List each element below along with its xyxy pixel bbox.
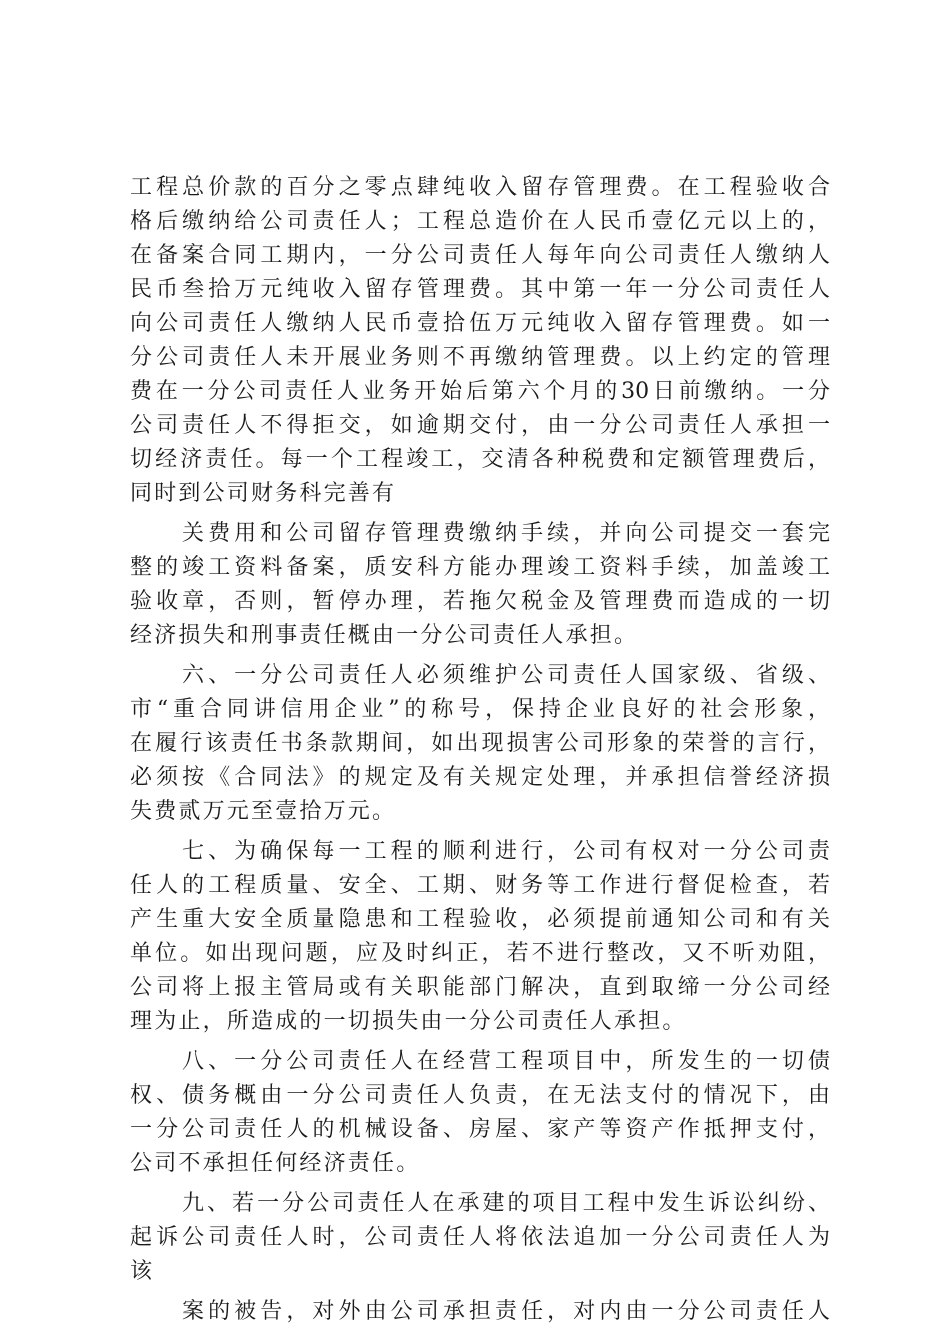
text-line: 产生重大安全质量隐患和工程验收，必须提前通知公司和有关 [130,907,830,932]
text-line: 八、一分公司责任人在经营工程项目中，所发生的一切债 [182,1049,830,1074]
paragraph [130,1045,830,1181]
text-line: 工程总价款的百分之零点肆纯收入留存管理费。在工程验收合 [130,175,830,200]
document-body [130,171,830,1329]
paragraph [130,1295,830,1329]
text-line: 九、若一分公司责任人在承建的项目工程中发生诉讼纠纷、 [182,1191,830,1216]
paragraph [130,835,830,1039]
text-line: 经济损失和刑事责任概由一分公司责任人承担。 [130,623,639,648]
paragraph [130,171,830,511]
text-line: 必须按《合同法》的规定及有关规定处理，并承担信誉经济损 [130,765,830,790]
text-line: 费在一分公司责任人业务开始后第六个月的30日前缴纳。一分 [130,379,830,404]
paragraph [130,517,830,653]
text-line: 验收章，否则，暂停办理，若拖欠税金及管理费而造成的一切 [130,589,830,614]
paragraph [130,659,830,829]
text-line: 该 [130,1259,155,1284]
text-line: 同时到公司财务科完善有 [130,481,397,506]
text-line: 起诉公司责任人时，公司责任人将依法追加一分公司责任人为 [130,1225,830,1250]
text-line: 民币叁拾万元纯收入留存管理费。其中第一年一分公司责任人 [130,277,830,302]
text-line: 七、为确保每一工程的顺利进行，公司有权对一分公司责 [182,839,830,864]
text-line: 格后缴纳给公司责任人；工程总造价在人民币壹亿元以上的， [130,209,830,234]
text-line: 理为止，所造成的一切损失由一分公司责任人承担。 [130,1009,687,1034]
text-line: 权、债务概由一分公司责任人负责，在无法支付的情况下，由 [130,1083,830,1108]
text-line: 在履行该责任书条款期间，如出现损害公司形象的荣誉的言行， [130,731,830,756]
text-line: 分公司责任人未开展业务则不再缴纳管理费。以上约定的管理 [130,345,830,370]
text-line: 关费用和公司留存管理费缴纳手续，并向公司提交一套完 [182,521,830,546]
text-line: 案的被告，对外由公司承担责任，对内由一分公司责任人 [182,1299,830,1324]
text-line: 切经济责任。每一个工程竣工，交清各种税费和定额管理费后， [130,447,830,472]
text-line: 一分公司责任人的机械设备、房屋、家产等资产作抵押支付， [130,1117,830,1142]
text-line: 整的竣工资料备案，质安科方能办理竣工资料手续，加盖竣工 [130,555,830,580]
text-line: 任人的工程质量、安全、工期、财务等工作进行督促检查，若 [130,873,830,898]
text-line: 在备案合同工期内，一分公司责任人每年向公司责任人缴纳人 [130,243,830,268]
text-line: 公司责任人不得拒交，如逾期交付，由一分公司责任人承担一 [130,413,830,438]
paragraph [130,1187,830,1289]
text-line: 公司将上报主管局或有关职能部门解决，直到取缔一分公司经 [130,975,830,1000]
text-line: 向公司责任人缴纳人民币壹拾伍万元纯收入留存管理费。如一 [130,311,830,336]
text-line: 市“重合同讲信用企业”的称号，保持企业良好的社会形象， [130,697,830,722]
text-line: 单位。如出现问题，应及时纠正，若不进行整改，又不听劝阻， [130,941,830,966]
text-line: 失费贰万元至壹拾万元。 [130,799,397,824]
text-line: 公司不承担任何经济责任。 [130,1151,421,1176]
text-line: 六、一分公司责任人必须维护公司责任人国家级、省级、 [182,663,830,688]
